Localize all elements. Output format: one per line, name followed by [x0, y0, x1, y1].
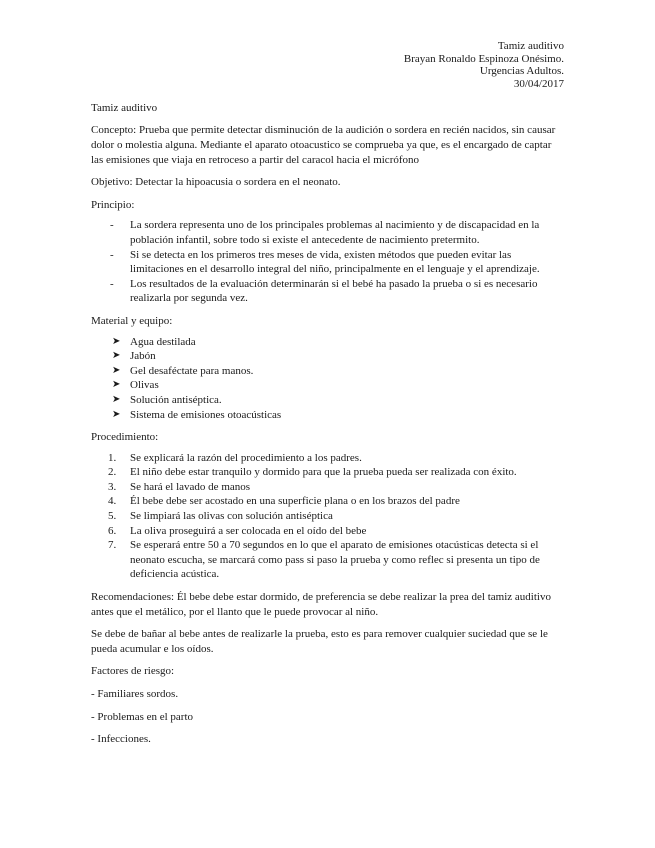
header-date: 30/04/2017 [513, 78, 564, 91]
factor-item: - Familiares sordos. [91, 688, 179, 700]
list-item: 4. Él bebe debe ser acostado en una superficie plana o en los brazos del padre [108, 495, 460, 508]
arrow-bullet-icon: ➤ [112, 379, 121, 391]
list-item: 7. Se esperará entre 50 a 70 segundos en lo que el aparato de emisiones otacústicas detecta si el neonato escucha, se marcará como pass si paso la prueba y como reflec si presenta un tipo de deficiencia acústica. [108, 539, 540, 581]
list-item: - Los resultados de la evaluación determinarán si el bebé ha pasado la prueba o si es necesario realizarla por segunda vez. [110, 277, 538, 305]
list-item: ➤ Agua destilada [112, 335, 196, 348]
header-title: Tamiz auditivo [497, 40, 564, 52]
list-item: 1. Se explicará la razón del procedimiento a los padres. [108, 451, 362, 464]
list-item: - Si se detecta en los primeros tres meses de vida, existen métodos que pueden evitar las limitaciones en el desarrollo integral del niño, principalmente en el lenguaje y el aprendizaje. [110, 248, 540, 276]
list-item: 5. Se limpiará las olivas con solución antiséptica [108, 510, 333, 523]
principio-list [91, 218, 564, 306]
material-list [91, 335, 564, 423]
arrow-bullet-icon: ➤ [112, 335, 121, 347]
header-department: Urgencias Adultos. [479, 65, 564, 78]
list-item: ➤ Olivas [112, 379, 159, 392]
recomendaciones-paragraph: Recomendaciones: Él bebe debe estar dormido, de preferencia se debe realizar la prea del tamiz auditivo antes que el metálico, por el llanto que le puede provocar al niño. [91, 591, 551, 618]
arrow-bullet-icon: ➤ [112, 350, 121, 362]
list-item: 2. El niño debe estar tranquilo y dormido para que la prueba pueda ser realizada con éxito. [108, 466, 517, 479]
list-item: 6. La oliva proseguirá a ser colocada en el oído del bebe [108, 524, 367, 537]
banar-paragraph: Se debe de bañar al bebe antes de realizarle la prueba, esto es para remover cualquier suciedad que se le pueda acumular e los oídos. [91, 628, 548, 655]
concepto-paragraph: Concepto: Prueba que permite detectar disminución de la audición o sordera en recién nacidos, sin causar dolor o molestia alguna. Mediante el aparato otoacustico se comprueba ya que, es el encargado de captar las emisiones que viaja en retroceso a partir del caracol hacia el micrófono [91, 124, 556, 166]
material-heading: Material y equipo: [91, 314, 173, 327]
list-item: - La sordera representa uno de los principales problemas al nacimiento y de discapacidad en la población infantil, sobre todo si existe el antecedente de nacimiento pretermito. [110, 219, 540, 246]
procedimiento-heading: Procedimiento: [91, 431, 159, 444]
principio-heading: Principio: [91, 198, 135, 211]
factor-item: - Infecciones. [91, 733, 151, 746]
arrow-bullet-icon: ➤ [112, 393, 121, 405]
document-header [91, 40, 564, 91]
factores-heading: Factores de riesgo: [91, 665, 175, 678]
document-title: Tamiz auditivo [91, 101, 158, 114]
list-item: ➤ Gel desaféctate para manos. [112, 364, 254, 377]
arrow-bullet-icon: ➤ [112, 408, 121, 420]
list-item: ➤ Solución antiséptica. [112, 393, 222, 406]
list-item: ➤ Jabón [112, 350, 156, 363]
factor-item: - Problemas en el parto [91, 710, 194, 723]
header-author: Brayan Ronaldo Espinoza Onésimo. [403, 52, 564, 65]
procedimiento-list [91, 451, 564, 582]
objetivo-paragraph: Objetivo: Detectar la hipoacusia o sordera en el neonato. [91, 176, 341, 189]
arrow-bullet-icon: ➤ [112, 364, 121, 376]
list-item: 3. Se hará el lavado de manos [108, 480, 251, 493]
list-item: ➤ Sistema de emisiones otoacústicas [112, 408, 282, 421]
